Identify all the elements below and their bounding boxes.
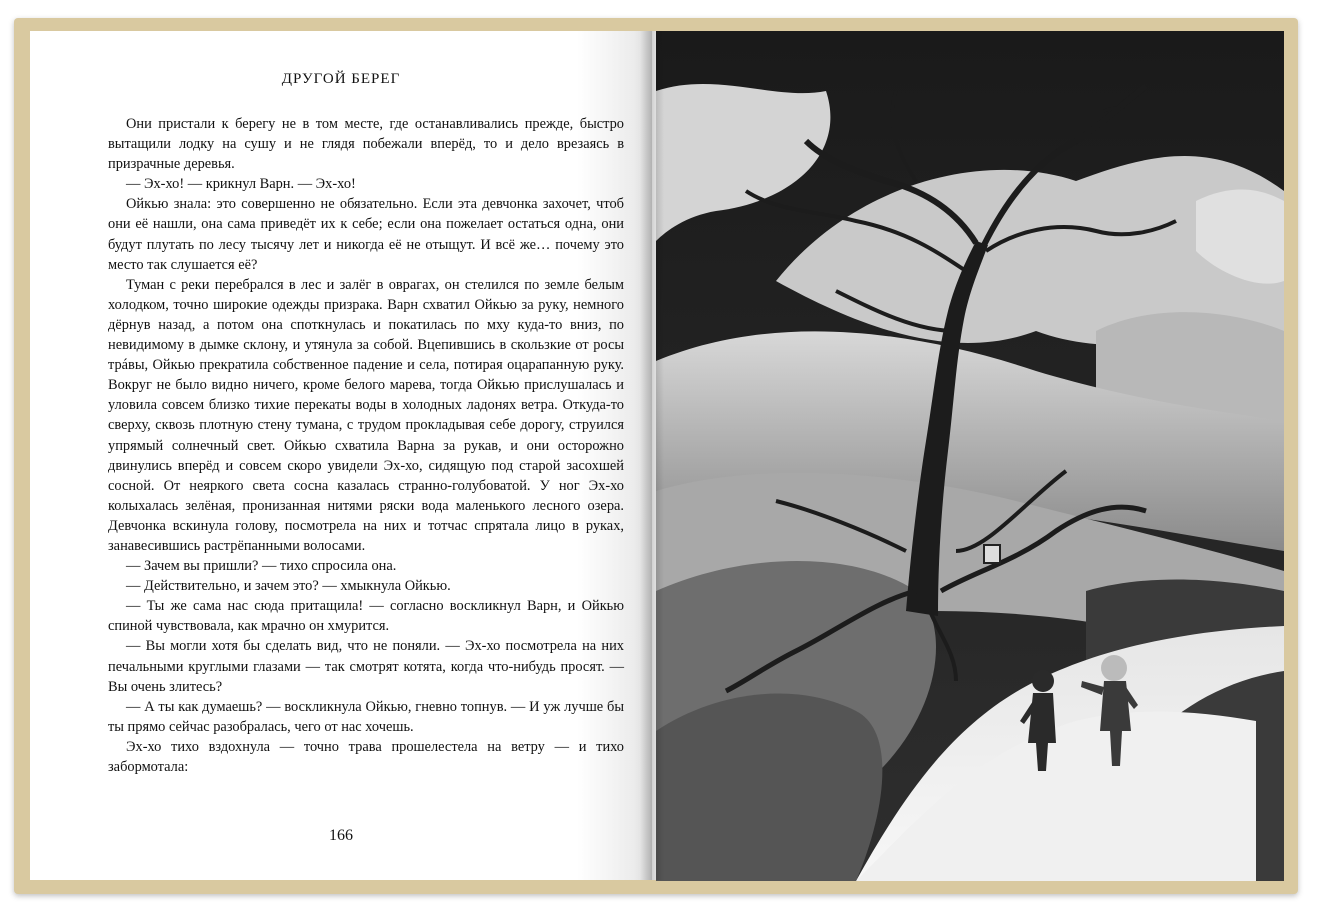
paragraph: Туман с реки перебрался в лес и залёг в оврагах, он стелился по земле белым холодком, точно широкие одежды призрака. Варн схватил Ойкью за руку, немного дёрнув назад, а потом она споткнулась и покатилась по мху куда-то вниз, по невидимому в дымке склону, и утянула за собой. Вцепившись в скользкие от росы трáвы, Ойкью прекратила собственное падение и села, потирая оцарапанную руку. Вокруг не было видно ничего, кроме белого марева, тогда Ойкью прислушалась и уловила совсем близко тихие перекаты воды в холодных ладонях ветра. Откуда-то сверху, сквозь плотную стену тумана, с трудом прокладывая себе дорогу, струился упрямый солнечный свет. Ойкью схватила Варна за рукав, и они осторожно двинулись вперёд и совсем скоро увидели Эх-хо, сидящую под старой засохшей сосной. От неяркого света сосна казалась странно-голубоватой. У ног Эх-хо колыхалась зелёная, пронизанная нитями ряски вода маленького лесного озера. Девчонка вскинула голову, посмотрела на них и тотчас спрятала лицо в руках, занавесившись растрёпанными волосами. xyxy=(108,276,624,554)
lantern xyxy=(984,545,1000,563)
paragraph: Они пристали к берегу не в том месте, где останавливались прежде, быстро вытащили лодку на сушу и не глядя побежали вперёд, то и дело врезаясь в призрачные деревья. xyxy=(108,116,624,173)
paragraph: — Ты же сама нас сюда притащила! — согласно воскликнул Варн, и Ойкью спиной чувствовала, как мрачно он хмурится. xyxy=(108,598,624,635)
page-number: 166 xyxy=(329,827,353,844)
grass xyxy=(656,694,882,881)
running-head: ДРУГОЙ БЕРЕГ xyxy=(281,71,401,87)
paragraph: — Эх-хо! — крикнул Варн. — Эх-хо! xyxy=(126,176,356,193)
tree-illustration xyxy=(656,31,1284,881)
paragraph: — Действительно, и зачем это? — хмыкнула Ойкью. xyxy=(126,578,451,595)
paragraph: — Вы могли хотя бы сделать вид, что не поняли. — Эх-хо посмотрела на них печальными круглыми глазами — так смотрят котята, когда что-нибудь просят. — Вы очень злитесь? xyxy=(108,638,624,695)
paragraph: — Зачем вы пришли? — тихо спросила она. xyxy=(126,558,397,575)
left-page xyxy=(30,31,652,880)
paragraph: Ойкью знала: это совершенно не обязательно. Если эта девчонка захочет, чтоб они её нашли, она сама приведёт их к себе; если она пожелает остаться одна, они будут плутать по лесу тысячу лет и никогда её не отыщут. И всё же… почему это место так слушается её? xyxy=(108,196,624,273)
body-text xyxy=(108,114,624,777)
paragraph: Эх-хо тихо вздохнула — точно трава прошелестела на ветру — и тихо забормотала: xyxy=(108,738,624,775)
paragraph: — А ты как думаешь? — воскликнула Ойкью, гневно топнув. — И уж лучше бы ты прямо сейчас разобралась, чего от нас хочешь. xyxy=(108,698,624,735)
